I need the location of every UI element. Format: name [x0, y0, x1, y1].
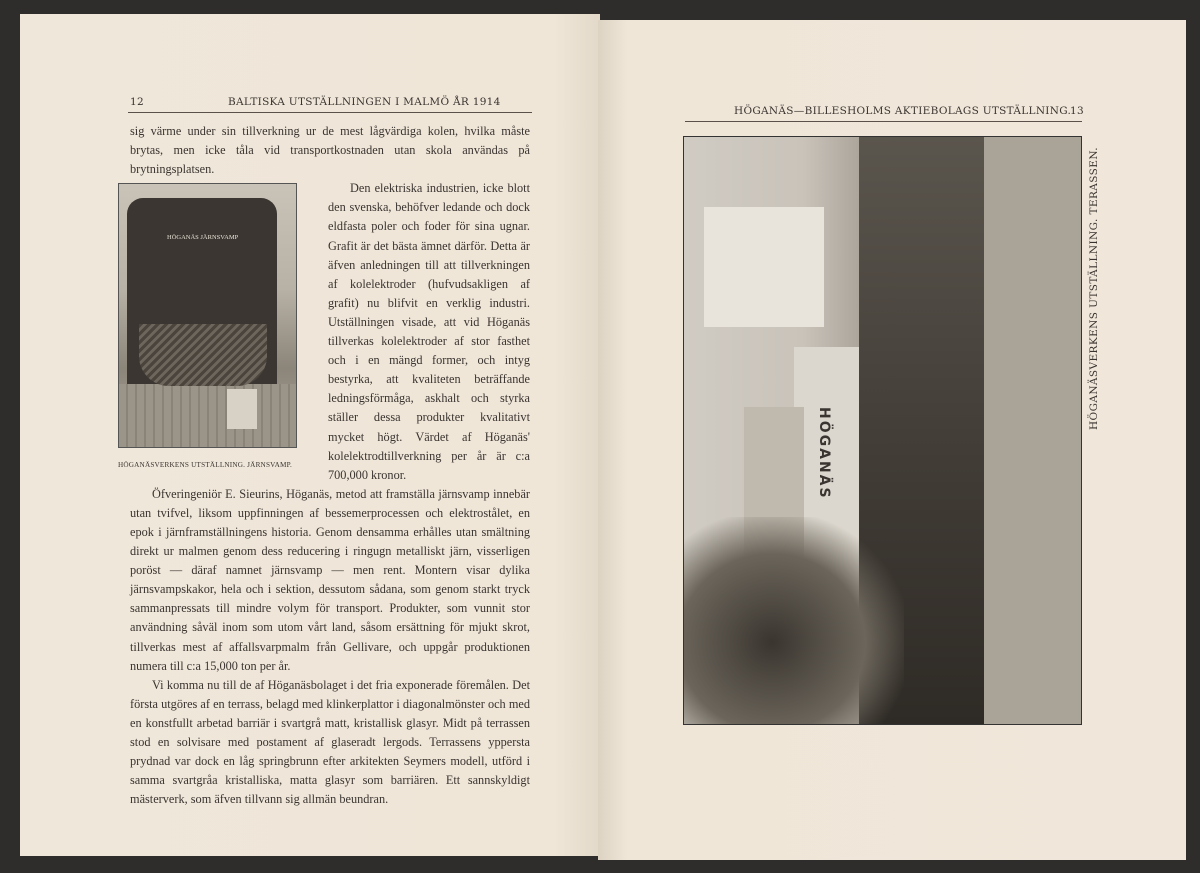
figure-caption: HÖGANÄSVERKENS UTSTÄLLNING. JÄRNSVAMP. [118, 461, 292, 470]
paragraph: Öfveringeniör E. Sieurins, Höganäs, metod att framställa järnsvamp innebär utan tvifvel, liksom uppfinningen af bessemerprocessen och elektrostålet, en epok i järnframställningens historia. Genom densamma erhålles utan smältning direkt ur malmen genom dess reducering i ringugn metalliskt järn, visserligen poröst — däraf namnet järnsvamp — men rent. Montern visar dylika järnsvampskakor, hela och i sektion, dessutom sådana, som genom starkt tryck sammanpressats till mindre volym för transport. Produkter, som vunnit stor användning såväl inom som utom vårt land, såsom ersättning för mjukt skrot, tillverkas mest af affallsvarpmalm från Gellivare, och uppgår produktionen numera till c:a 15,000 ton per år. [130, 486, 530, 673]
running-head: BALTISKA UTSTÄLLNINGEN I MALMÖ ÅR 1914 [228, 96, 501, 108]
photo-jarnsvamp-exhibit [118, 183, 297, 448]
paragraph: Vi komma nu till de af Höganäsbolaget i det fria exponerade föremålen. Det första utgöres af en terrass, belagd med klinkerplattor i diagonalmönster och med en konstfullt arbetad barriär i svartgrå matt, kristallisk glasyr. Midt på terrassen stod en solvisare med postament af glaseradt lergods. Terrassens yppersta prydnad var dock en låg springbrunn efter arkitekten Seymers modell, utförd i samma svartgråa kristalliska, matta glasyr som barriären. Ett sannskyldigt mästerverk, som äfven tillvann sig allmän beundran. [130, 677, 530, 807]
figure-jarnsvamp [118, 183, 316, 483]
body-text [118, 122, 530, 809]
paragraph: HÖGANÄS JÄRNSVAMP HÖGANÄSVERKENS UTSTÄLLNING. JÄRNSVAMP. Den elektriska industrien, icke blott den svenska, behöfver ledande och dock eldfasta poler och foder för sina ugnar. Grafit är det bästa ämnet därför. Detta är äfven anledningen till att tillverkningen af kolelektroder (hufvudsakligen af grafit) nu blifvit en verklig industri. Utställningen visade, att vid Höganäs tillverkas kolelektroder af stor fasthet och i en mängd former, och intyg bestyrka, att kvaliteten beträffande ledningsförmåga, askhalt och styrka ställer dessa produkter kvalitativt mycket högt. Värdet af Höganäs' kolelektrodtillverkning per år är c:a 700,000 kronor. [118, 181, 530, 482]
photo-sign: HÖGANÄS [816, 407, 832, 500]
header-rule [128, 112, 532, 113]
paragraph: sig värme under sin tillverkning ur de mest lågvärdiga kolen, hvilka måste brytas, men icke tåla vid transportkostnaden utan skola användas på brytningsplatsen. [130, 124, 530, 177]
photo-terrace [683, 136, 1082, 725]
photo-sign: HÖGANÄS JÄRNSVAMP [167, 234, 239, 242]
running-head: HÖGANÄS—BILLESHOLMS AKTIEBOLAGS UTSTÄLLNING. [734, 105, 1072, 117]
header-rule [685, 121, 1082, 122]
page-number: 13 [1070, 105, 1084, 117]
right-page [598, 20, 1186, 860]
left-page [20, 14, 600, 856]
photo-caption: HÖGANÄSVERKENS UTSTÄLLNING. TERASSEN. [1088, 147, 1100, 430]
page-number: 12 [130, 96, 144, 108]
